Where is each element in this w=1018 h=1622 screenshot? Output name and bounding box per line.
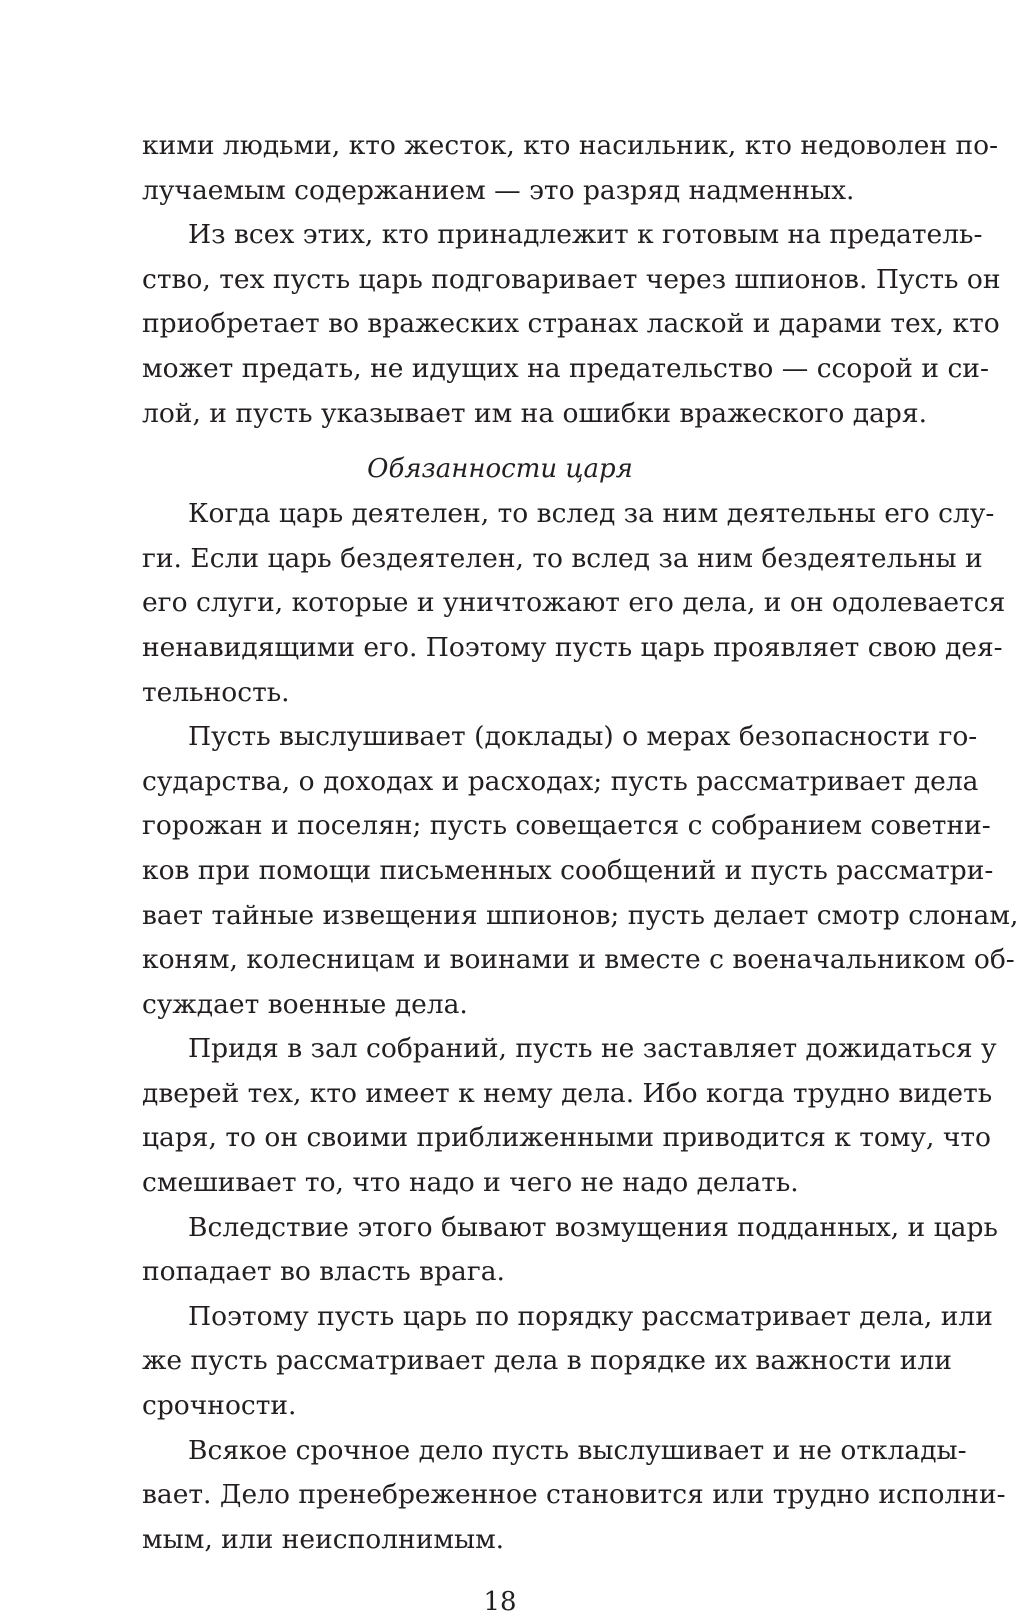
- text-line: ги. Если царь бездеятелен, то вслед за ним бездеятельны и: [142, 542, 983, 574]
- paragraph: [142, 1295, 993, 1429]
- text-line: дверей тех, кто имеет к нему дела. Ибо когда трудно видеть: [142, 1077, 993, 1109]
- text-line: горожан и поселян; пусть совещается с собранием советни-: [142, 810, 991, 842]
- text-line: Поэтому пусть царь по порядку рассматривает дела, или: [188, 1300, 993, 1332]
- text-line: ство, тех пусть царь подговаривает через шпионов. Пусть он: [142, 263, 1001, 295]
- text-line: кими людьми, кто жесток, кто насильник, кто недоволен по-: [142, 130, 999, 161]
- text-line: Вследствие этого бывают возмущения подданных, и царь: [188, 1211, 998, 1243]
- text-line: вает. Дело пренебреженное становится или трудно исполни-: [142, 1479, 1006, 1511]
- text-line: сударства, о доходах и расходах; пусть рассматривает дела: [142, 765, 979, 797]
- text-line: Пусть выслушивает (доклады) о мерах безопасности го-: [188, 721, 978, 753]
- paragraph: [142, 715, 1018, 1027]
- paragraph: [142, 1027, 997, 1205]
- text-line: Придя в зал собраний, пусть не заставляет дожидаться у: [188, 1033, 997, 1065]
- text-line: ненавидящими его. Поэтому пусть царь проявляет свою дея-: [142, 631, 1003, 663]
- text-line: смешивает то, что надо и чего не надо делать.: [142, 1167, 799, 1199]
- text-line: же пусть рассматривает дела в порядке их важности или: [142, 1345, 952, 1377]
- text-line: коням, колесницам и воинами и вместе с военачальником об-: [142, 944, 1015, 976]
- text-line: срочности.: [142, 1390, 297, 1422]
- text-line: лучаемым содержанием — это разряд надменных.: [142, 174, 855, 206]
- paragraph: [142, 492, 1006, 715]
- text-line: мым, или неисполнимым.: [142, 1523, 505, 1555]
- text-line: ков при помощи письменных сообщений и пусть рассматри-: [142, 854, 994, 886]
- page-number: 18: [483, 1587, 517, 1617]
- text-line: приобретает во вражеских странах лаской и дарами тех, кто: [142, 308, 1000, 340]
- text-line: лой, и пусть указывает им на ошибки вражеского даря.: [142, 397, 927, 429]
- text-line: может предать, не идущих на предательство — ссорой и си-: [142, 352, 989, 384]
- text-line: царя, то он своими приближенными приводится к тому, что: [142, 1122, 992, 1154]
- text-line: тельность.: [142, 676, 290, 708]
- paragraph: [142, 213, 1001, 436]
- text-line: попадает во власть врага.: [142, 1256, 505, 1288]
- section-heading: Обязанности царя: [367, 454, 633, 485]
- page-body: [142, 124, 1018, 1562]
- text-line: вает тайные извещения шпионов; пусть делает смотр слонам,: [142, 899, 1018, 931]
- paragraph: [142, 1206, 998, 1295]
- paragraph: [142, 1429, 1006, 1563]
- text-line: суждает военные дела.: [142, 988, 468, 1020]
- text-line: Из всех этих, кто принадлежит к готовым на предатель-: [188, 219, 983, 251]
- text-line: его слуги, которые и уничтожают его дела, и он одолевается: [142, 587, 1006, 619]
- paragraph: [142, 124, 999, 213]
- text-line: Когда царь деятелен, то вслед за ним деятельны его слу-: [188, 498, 995, 530]
- text-line: Всякое срочное дело пусть выслушивает и не отклады-: [188, 1434, 967, 1466]
